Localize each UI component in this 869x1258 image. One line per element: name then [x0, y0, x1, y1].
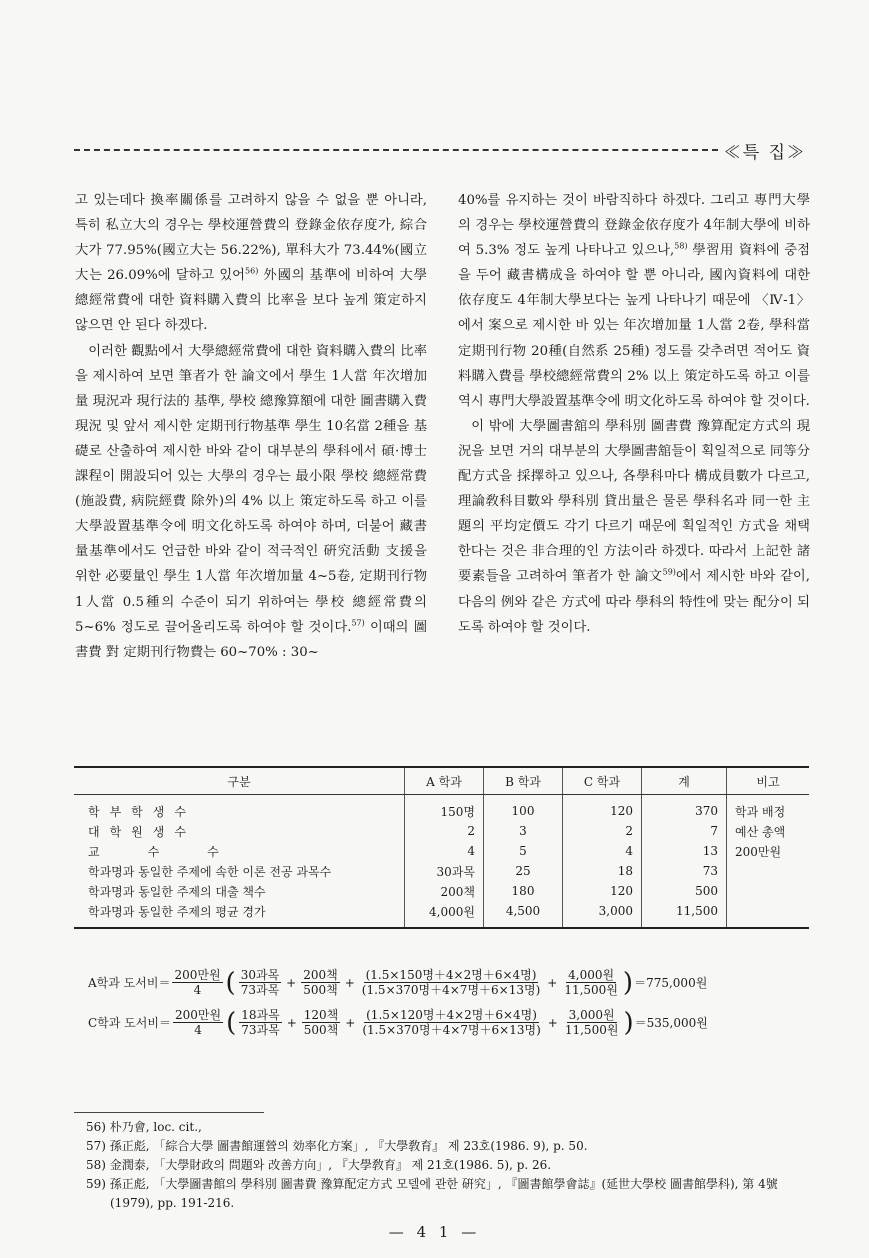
table-cell: 4,000원: [405, 901, 484, 928]
header-dashed-rule: [74, 149, 718, 151]
col-header: 비고: [727, 767, 810, 795]
table-cell: [727, 881, 810, 901]
plus-sign: +: [345, 1015, 356, 1030]
table-cell: 학과명과 동일한 주제의 평균 경가: [88, 904, 266, 919]
table-cell: 학과명과 동일한 주제의 대출 책수: [88, 884, 266, 899]
body-columns: [75, 188, 810, 758]
section-label: ≪특 집≫: [723, 142, 806, 163]
fraction: $\frac{\text{200만원}}{4}$: [174, 1008, 222, 1037]
footnote-ref-59: 59): [662, 567, 676, 577]
fraction: $\frac{\text{30과목}}{\text{73과목}}$: [240, 968, 280, 997]
plus-sign: +: [286, 1015, 297, 1030]
footnotes: [86, 1118, 806, 1213]
table-cell: 73: [642, 861, 727, 881]
page-number: — 4 1 —: [388, 1223, 481, 1241]
formula-result: ＝775,000원: [634, 976, 708, 990]
running-header: [74, 138, 806, 162]
paragraph: 40%를 유지하는 것이 바람직하다 하겠다. 그리고 專門大學의 경우는 學校運營費의 登錄金依存度가 4年制大學에 비하여 5.3% 정도 높게 나타나고 있으나,$^{58)}$ 學習用 資料에 중점을 두어 藏書構成을 하여야 할 뿐 아니라, 國內資料에 대한 依存度도 4年制大學보다는 높게 나타나기 때문에 〈Ⅳ-1〉에서 案으로 제시한 바 있는 年次增加量 1人當 2卷, 學科當 定期刊行物 20種(自然系 25種) 정도를 갖추려면 적어도 資料購入費를 學校總經常費의 2% 以上 策定하도록 하고 이를 역시 專門大學設置基準令에 明文化하도록 하여야 할 것이다.: [458, 193, 811, 409]
table-cell: 180: [484, 881, 563, 901]
left-column: [75, 188, 427, 758]
paragraph: 이 밖에 大學圖書舘의 學科別 圖書費 豫算配定方式의 現況을 보면 거의 대부분의 大學圖書舘들이 획일적으로 同等分配方式을 採擇하고 있으나, 各學科마다 構成員數가 다르고, 理論敎科目數와 學科別 貸出量은 물론 學科名과 同一한 主題의 平均定價도 각기 다르기 때문에 획일적인 方式을 채택한다는 것은 非合理的인 方法이라 하겠다. 따라서 上記한 諸要素들을 고려하여 筆者가 한 論文$^{59)}$에서 제시한 바와 같이, 다음의 例와 같은 方式에 따라 學科의 特性에 맞는 配分이 되도록 하여야 할 것이다.: [458, 418, 810, 635]
close-paren: ): [622, 967, 634, 998]
formula-a: [88, 968, 808, 997]
fraction: $\frac{\text{3,000원}}{\text{11,500원}}$: [564, 1008, 619, 1037]
table-cell: 2: [405, 821, 484, 841]
open-paren: (: [226, 1007, 237, 1038]
plus-sign: +: [547, 975, 558, 990]
footnote-divider: [74, 1112, 264, 1113]
fraction: $\frac{\text{(1.5×120명＋4×2명＋6×4명)}}{\text{(1.5×370명＋4×7명＋6×13명)}}$: [362, 1008, 541, 1037]
table-cell: 18: [563, 861, 642, 881]
table-cell: 120: [563, 795, 642, 822]
table-row: [74, 881, 809, 901]
col-header: C 학과: [563, 767, 642, 795]
table-cell: 200책: [405, 881, 484, 901]
plus-sign: +: [547, 1015, 558, 1030]
footnote-ref-56: 56): [245, 266, 259, 276]
table-cell: 11,500: [642, 901, 727, 928]
fraction: $\frac{\text{4,000원}}{\text{11,500원}}$: [564, 968, 618, 997]
col-header: B 학과: [484, 767, 563, 795]
footnote-57: 57) 孫正彪, 「綜合大學 圖書館運營의 効率化方案」, 『大學敎育』 제 23호(1986. 9), p. 50.: [86, 1139, 588, 1153]
table-row: [74, 901, 809, 928]
table-cell: 3: [484, 821, 563, 841]
close-paren: ): [623, 1007, 634, 1038]
table-cell: 학과 배정: [727, 795, 810, 822]
fraction: $\frac{\text{120책}}{\text{500책}}$: [303, 1008, 339, 1037]
table-row: [74, 821, 809, 841]
table-cell: 예산 총액: [727, 821, 810, 841]
formula-label: A학과 도서비＝: [88, 976, 171, 990]
budget-table: [74, 766, 809, 929]
table-cell: 학부학생수: [88, 804, 196, 819]
paragraph: 이러한 觀點에서 大學總經常費에 대한 資料購入費의 比率을 제시하여 보면 筆者가 한 論文에서 學生 1人當 年次增加量 現況과 現行法的 基準, 學校 總豫算額에 대한 圖書購入費 現況 및 앞서 제시한 定期刊行物基準 學生 10名當 2種을 基礎로 산출하여 제시한 바와 같이 대부분의 學科에서 碩·博士課程이 開設되어 있는 大學의 경우는 最小限 學校 總經常費(施設費, 病院經費 除外)의 4% 以上 策定하도록 하고 이를 大學設置基準令에 明文化하도록 하여야 하며, 더불어 藏書量基準에서도 언급한 바와 같이 적극적인 硏究活動 支援을 위한 必要量인 學生 1人當 年次增加量 4~5卷, 定期刊行物 1人當 0.5種의 수준이 되기 위하여는 學校 總經常費의 5~6% 정도로 끌어올리도록 하여야 할 것이다.$^{57)}$ 이때의 圖書費 對 定期刊行物費는 60~70% : 30~: [75, 343, 427, 660]
table-cell: 학과명과 동일한 주제에 속한 이론 전공 과목수: [88, 864, 332, 879]
right-column: [458, 188, 810, 758]
col-header: A 학과: [405, 767, 484, 795]
footnote-58: 58) 金潤泰, 「大學財政의 問題와 改善方向」, 『大學敎育』 제 21호(1986. 5), p. 26.: [86, 1158, 552, 1172]
table-cell: [727, 861, 810, 881]
fraction: $\frac{\text{18과목}}{\text{73과목}}$: [241, 1008, 280, 1037]
fraction: $\frac{\text{(1.5×150명＋4×2명＋6×4명)}}{\text{(1.5×370명＋4×7명＋6×13명)}}$: [361, 968, 541, 997]
table-cell: 200만원: [727, 841, 810, 861]
paragraph: 고 있는데다 換率關係를 고려하지 않을 수 없을 뿐 아니라, 특히 私立大의 경우는 學校運營費의 登錄金依存度가, 綜合大가 77.95%(國立大는 56.22%), 單科大가 73.44%(國立大는 26.09%에 달하고 있어$^{56)}$ 外國의 基準에 비하여 大學總經常費에 대한 資料購入費의 比率을 보다 높게 策定하지 않으면 안 된다 하겠다.: [75, 193, 427, 334]
table-cell: [727, 901, 810, 928]
table-row: [74, 861, 809, 881]
table-cell: 3,000: [563, 901, 642, 928]
formula-label: C학과 도서비＝: [88, 1016, 171, 1030]
footnote-56: 56) 朴乃會, loc. cit.,: [86, 1120, 202, 1134]
fraction: $\frac{\text{200만원}}{4}$: [174, 968, 221, 997]
table-cell: 교수수: [88, 844, 267, 859]
table-cell: 25: [484, 861, 563, 881]
fraction: $\frac{\text{200책}}{\text{500책}}$: [303, 968, 338, 997]
plus-sign: +: [344, 975, 355, 990]
table-cell: 120: [563, 881, 642, 901]
table-cell: 4,500: [484, 901, 563, 928]
table-cell: 2: [563, 821, 642, 841]
table-cell: 370: [642, 795, 727, 822]
table-cell: 7: [642, 821, 727, 841]
table-cell: 30과목: [405, 861, 484, 881]
table-cell: 4: [405, 841, 484, 861]
table-cell: 4: [563, 841, 642, 861]
table-row: [74, 841, 809, 861]
table-cell: 150명: [405, 795, 484, 822]
open-paren: (: [225, 967, 236, 998]
table-cell: 500: [642, 881, 727, 901]
footnote-59: 59) 孫正彪, 「大學圖書館의 學科別 圖書費 豫算配定方式 모델에 관한 硏究」, 『圖書館學會誌』(延世大學校 圖書館學科), 第 4號(1979), pp. 191-216.: [86, 1177, 778, 1210]
footnote-ref-58: 58): [674, 241, 688, 251]
table-cell: 100: [484, 795, 563, 822]
formula-c: [88, 1008, 808, 1037]
table-cell: 대학원생수: [88, 824, 196, 839]
table-cell: 5: [484, 841, 563, 861]
plus-sign: +: [286, 975, 297, 990]
table-header-row: [74, 767, 809, 795]
formula-result: ＝535,000원: [634, 1016, 708, 1030]
table-cell: 13: [642, 841, 727, 861]
footnote-ref-57: 57): [351, 618, 365, 628]
table-row: [74, 795, 809, 822]
col-header: 계: [642, 767, 727, 795]
col-header: 구분: [74, 767, 405, 795]
